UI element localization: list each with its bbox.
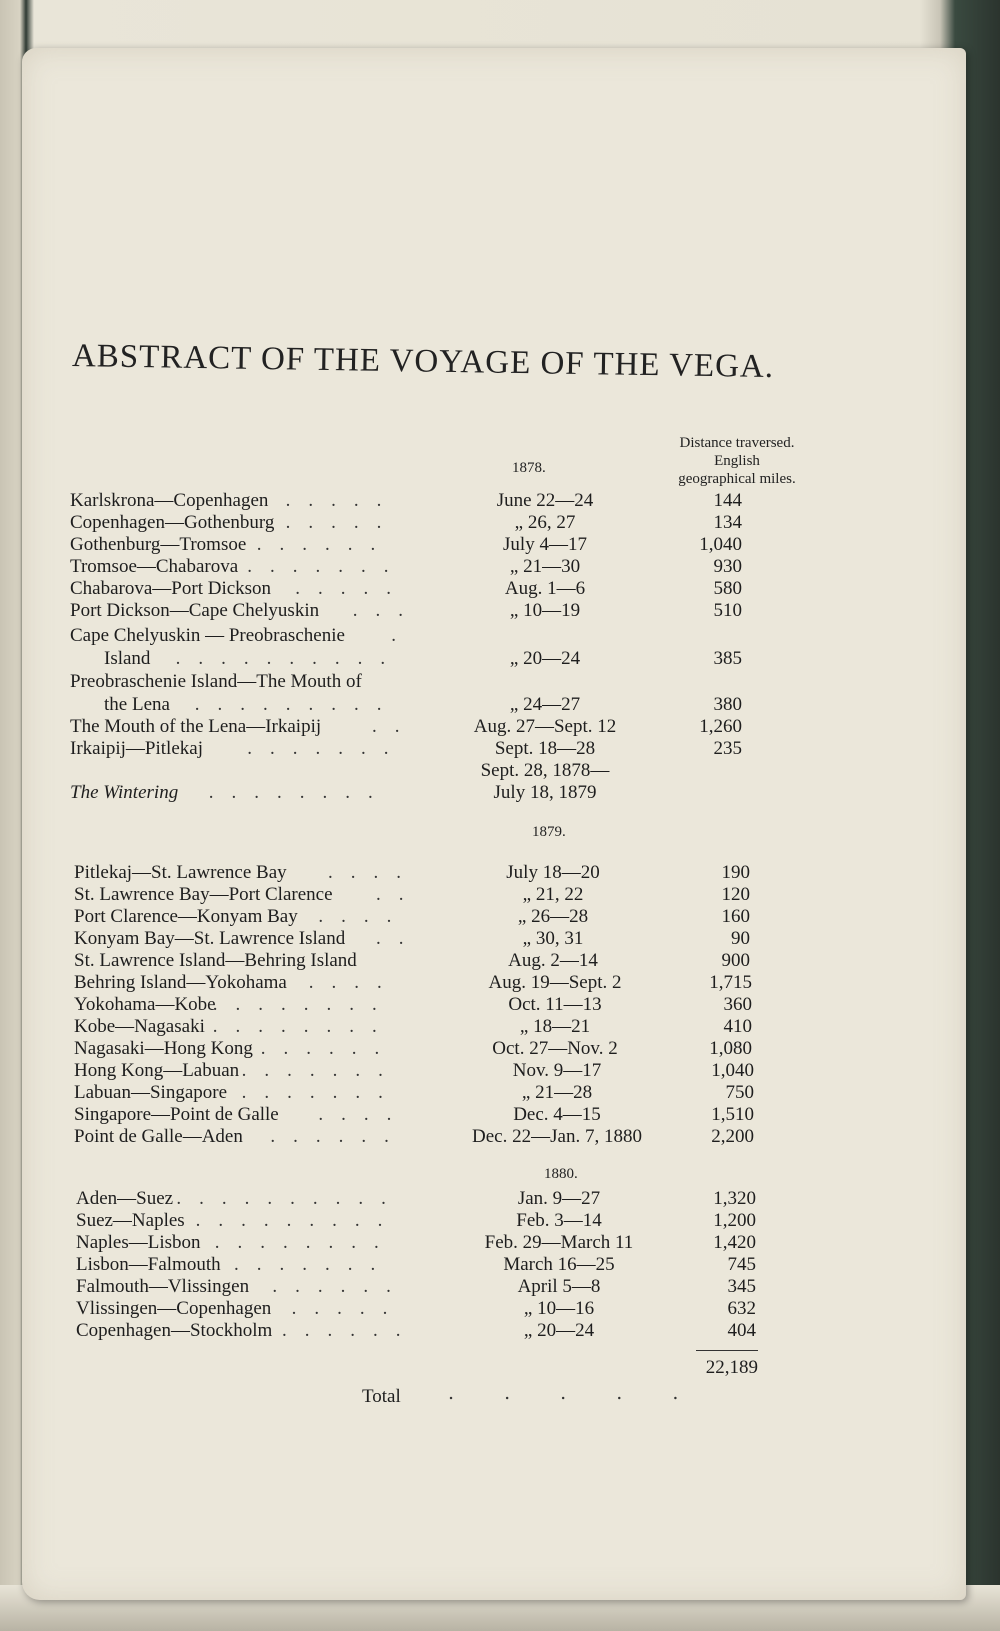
miles-cell: 1,260 — [699, 716, 742, 737]
miles-cell: 380 — [713, 694, 742, 715]
miles-cell: 580 — [713, 578, 742, 599]
miles-cell: 345 — [727, 1276, 756, 1297]
miles-cell: 930 — [713, 556, 742, 577]
miles-cell: 1,420 — [713, 1232, 756, 1253]
route-cell: Point de Galle—Aden — [74, 1126, 243, 1147]
leader-dots: .......... — [176, 1188, 404, 1209]
route-cell: Port Dickson—Cape Chelyuskin — [70, 600, 320, 621]
miles-cell: 2,200 — [711, 1126, 754, 1147]
date-cell: Aug. 27—Sept. 12 — [473, 716, 617, 737]
route-cell: Naples—Lisbon — [76, 1232, 201, 1253]
miles-cell: 750 — [725, 1082, 754, 1103]
date-cell: July 4—17 — [503, 534, 587, 555]
route-cell: the Lena — [104, 694, 170, 715]
date-cell: Aug. 19—Sept. 2 — [488, 972, 622, 993]
leader-dots: ..... — [285, 490, 400, 511]
miles-cell: 385 — [713, 648, 742, 669]
leader-dots: ......... — [195, 1210, 401, 1231]
leader-dots: ........ — [212, 994, 395, 1015]
leader-dots: ....... — [247, 556, 407, 577]
date-cell: March 16—25 — [503, 1254, 615, 1275]
date-cell: July 18, 1879 — [493, 782, 597, 803]
miles-cell: 1,715 — [709, 972, 752, 993]
miles-cell: 404 — [727, 1320, 756, 1341]
leader-dots: ...... — [270, 1126, 407, 1147]
date-cell: „ 10—19 — [509, 600, 581, 621]
leader-dots: ....... — [234, 1254, 394, 1275]
leader-dots: ........ — [208, 782, 391, 803]
date-cell: Dec. 22—Jan. 7, 1880 — [472, 1126, 642, 1147]
route-cell: St. Lawrence Bay—Port Clarence — [74, 884, 333, 905]
route-cell: Karlskrona—Copenhagen — [70, 490, 269, 511]
leader-dots: ........ — [212, 1016, 395, 1037]
route-cell: Nagasaki—Hong Kong — [74, 1038, 253, 1059]
date-cell: „ 21, 22 — [522, 884, 584, 905]
year-heading-1880: 1880. — [544, 1166, 578, 1182]
date-cell: „ 21—28 — [521, 1082, 593, 1103]
route-cell: Cape Chelyuskin — Preobraschenie — [70, 625, 345, 646]
route-cell: Aden—Suez — [76, 1188, 174, 1209]
miles-cell: 360 — [723, 994, 752, 1015]
miles-cell: 190 — [721, 862, 750, 883]
date-cell: Aug. 2—14 — [508, 950, 598, 971]
route-cell: Irkaipij—Pitlekaj — [70, 738, 203, 759]
date-cell: „ 24—27 — [509, 694, 581, 715]
miles-cell: 1,040 — [711, 1060, 754, 1081]
route-cell: The Wintering — [70, 782, 179, 803]
date-cell: Sept. 18—28 — [494, 738, 596, 759]
date-cell: Oct. 11—13 — [508, 994, 602, 1015]
route-cell: Konyam Bay—St. Lawrence Island — [74, 928, 346, 949]
leader-dots: ...... — [272, 1276, 409, 1297]
miles-cell: 160 — [721, 906, 750, 927]
leader-dots: .... — [328, 862, 419, 883]
leader-dots: ..... — [291, 1298, 406, 1319]
leader-dots: .......... — [175, 648, 404, 669]
leader-dots: .. — [372, 716, 418, 737]
route-cell: Lisbon—Falmouth — [76, 1254, 221, 1275]
total-rule — [696, 1350, 758, 1351]
route-cell: Hong Kong—Labuan — [74, 1060, 240, 1081]
date-cell: „ 21—30 — [509, 556, 581, 577]
leader-dots: .... — [318, 1104, 410, 1125]
leader-dots: ....... — [247, 738, 407, 759]
distance-header-line-3: geographical miles. — [678, 471, 796, 487]
distance-column-header — [652, 434, 822, 488]
leader-dots: ... — [352, 600, 422, 621]
miles-cell: 510 — [713, 600, 742, 621]
leader-dots: ....... — [241, 1082, 401, 1103]
miles-cell: 235 — [713, 738, 742, 759]
leader-dots: .... — [318, 906, 410, 927]
leader-dots: ......... — [194, 694, 400, 715]
leader-dots: ..... — [295, 578, 409, 599]
date-cell: „ 18—21 — [519, 1016, 591, 1037]
miles-cell: 1,080 — [709, 1038, 752, 1059]
miles-cell: 90 — [731, 928, 750, 949]
route-cell: Tromsoe—Chabarova — [70, 556, 239, 577]
date-cell: Feb. 3—14 — [516, 1210, 602, 1231]
route-cell: Falmouth—Vlissingen — [76, 1276, 250, 1297]
route-cell: Copenhagen—Gothenburg — [70, 512, 275, 533]
route-cell: Pitlekaj—St. Lawrence Bay — [74, 862, 287, 883]
page-title: ABSTRACT OF THE VOYAGE OF THE VEGA. — [71, 338, 775, 386]
miles-cell: 1,320 — [713, 1188, 756, 1209]
date-cell: Aug. 1—6 — [504, 578, 586, 599]
total-label: Total — [362, 1386, 401, 1407]
leader-dots: ...... — [282, 1320, 419, 1341]
leader-dots: ...... — [256, 534, 394, 555]
distance-header-line-2: English — [714, 453, 760, 469]
miles-cell: 1,510 — [711, 1104, 754, 1125]
date-cell: Oct. 27—Nov. 2 — [492, 1038, 618, 1059]
date-cell: Feb. 29—March 11 — [484, 1232, 634, 1253]
leader-dots: .. — [376, 884, 422, 905]
route-cell: The Mouth of the Lena—Irkaipij — [70, 716, 322, 737]
route-cell: Island — [104, 648, 151, 669]
date-cell: Sept. 28, 1878— — [480, 760, 610, 781]
date-cell: „ 20—24 — [509, 648, 581, 669]
book-page — [22, 48, 966, 1600]
date-cell: Jan. 9—27 — [517, 1188, 601, 1209]
miles-cell: 410 — [723, 1016, 752, 1037]
route-cell: Gothenburg—Tromsoe — [70, 534, 247, 555]
date-cell: Dec. 4—15 — [513, 1104, 601, 1125]
leader-dots: ........ — [214, 1232, 397, 1253]
miles-cell: 134 — [713, 512, 742, 533]
route-cell: Yokohama—Kobe — [74, 994, 216, 1015]
route-cell: Chabarova—Port Dickson — [70, 578, 272, 599]
route-cell: Labuan—Singapore — [74, 1082, 228, 1103]
leader-dots: .. — [376, 928, 422, 949]
miles-cell: 632 — [727, 1298, 756, 1319]
date-cell: Nov. 9—17 — [512, 1060, 602, 1081]
date-cell: „ 10—16 — [523, 1298, 595, 1319]
date-cell: July 18—20 — [506, 862, 600, 883]
leader-dots: ...... — [260, 1038, 398, 1059]
leader-dots: .... — [308, 972, 400, 993]
date-cell: June 22—24 — [496, 490, 594, 511]
route-cell: Vlissingen—Copenhagen — [76, 1298, 272, 1319]
total-leader-dots: . . . . . — [448, 1382, 701, 1404]
year-heading-1879: 1879. — [532, 824, 566, 840]
distance-header-line-1: Distance traversed. — [679, 435, 795, 451]
total-value: 22,189 — [705, 1357, 758, 1378]
date-cell: „ 20—24 — [523, 1320, 595, 1341]
route-cell: Preobraschenie Island—The Mouth of — [70, 671, 362, 692]
route-cell: Port Clarence—Konyam Bay — [74, 906, 298, 927]
route-cell: Copenhagen—Stockholm — [76, 1320, 273, 1341]
miles-cell: 900 — [721, 950, 750, 971]
route-cell: Singapore—Point de Galle — [74, 1104, 279, 1125]
miles-cell: 144 — [713, 490, 742, 511]
miles-cell: 1,200 — [713, 1210, 756, 1231]
route-cell: Suez—Naples — [76, 1210, 185, 1231]
date-cell: „ 26—28 — [517, 906, 589, 927]
leader-dots: . — [391, 625, 414, 646]
miles-cell: 120 — [721, 884, 750, 905]
date-cell: „ 30, 31 — [522, 928, 584, 949]
leader-dots: ....... — [241, 1060, 401, 1081]
route-cell: Kobe—Nagasaki — [74, 1016, 205, 1037]
route-cell: Behring Island—Yokohama — [74, 972, 287, 993]
route-cell: St. Lawrence Island—Behring Island — [74, 950, 357, 971]
date-cell: April 5—8 — [517, 1276, 601, 1297]
miles-cell: 745 — [727, 1254, 756, 1275]
miles-cell: 1,040 — [699, 534, 742, 555]
leader-dots: ..... — [285, 512, 400, 533]
year-heading-1878: 1878. — [512, 460, 546, 476]
date-cell: „ 26, 27 — [514, 512, 576, 533]
